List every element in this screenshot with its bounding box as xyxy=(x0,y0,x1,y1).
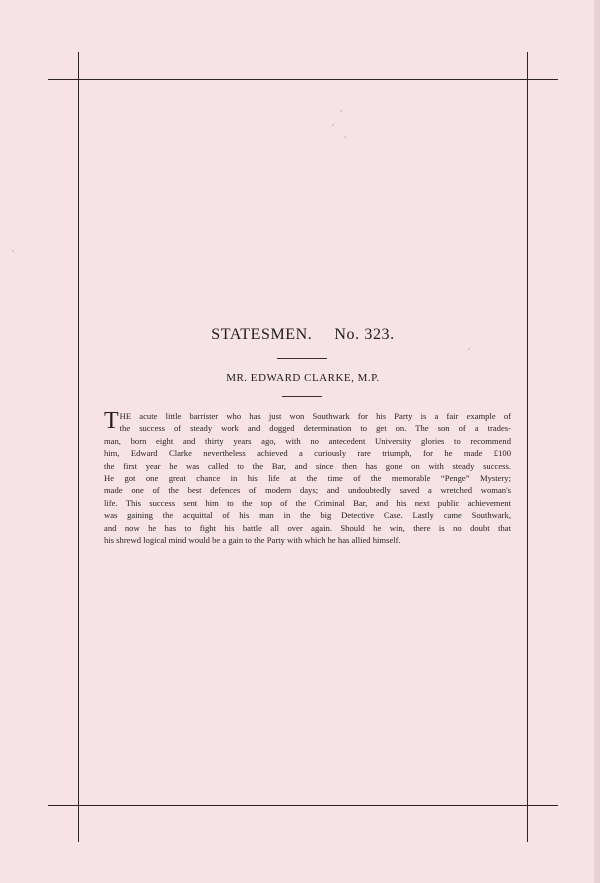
section-name: STATESMEN. xyxy=(211,326,313,343)
subject-underline xyxy=(282,396,322,397)
drop-cap: T xyxy=(104,408,119,434)
paper-speck xyxy=(12,250,14,252)
subject-name: MR. EDWARD CLARKE, M.P. xyxy=(226,372,380,384)
article-line: made one of the best defences of modern days; and undoubtedly saved a wretched woman's xyxy=(104,485,511,496)
article-line: him, Edward Clarke nevertheless achieved a curiously rare triumph, for he made £100 xyxy=(104,448,511,459)
article-line: He got one great chance in his life at the time of the memorable “Penge” Mystery; xyxy=(104,473,511,484)
paper-speck xyxy=(340,110,342,112)
article-line: life. This success sent him to the top of the Criminal Bar, and his next public achievement xyxy=(104,497,511,508)
article-line: and now he has to fight his battle all over again. Should he win, there is no doubt that xyxy=(104,522,511,533)
article-line: the success of steady work and dogged determination to get on. The son of a trades- xyxy=(119,423,511,434)
border-rule-right xyxy=(527,52,528,842)
article-line: man, born eight and thirty years ago, with no antecedent University glories to recommend xyxy=(104,435,511,446)
article-line: his shrewd logical mind would be a gain to the Party with which he has allied himself. xyxy=(104,535,401,546)
article-line: the first year he was called to the Bar, and since then has gone on with steady success. xyxy=(104,460,511,471)
border-rule-bottom xyxy=(48,805,558,806)
page-title xyxy=(78,326,528,344)
title-underline xyxy=(277,358,327,359)
paper-speck xyxy=(468,348,470,350)
article-body xyxy=(104,410,511,546)
paper-speck xyxy=(344,136,346,138)
paper-speck xyxy=(332,124,334,126)
border-rule-top xyxy=(48,79,558,80)
section-number: No. 323. xyxy=(334,326,395,343)
article-line: was gaining the acquittal of his man in the big Detective Case. Lastly came Southwark, xyxy=(104,510,511,521)
article-line: HE acute little barrister who has just won Southwark for his Party is a fair example of xyxy=(119,411,511,421)
border-rule-left xyxy=(78,52,79,842)
